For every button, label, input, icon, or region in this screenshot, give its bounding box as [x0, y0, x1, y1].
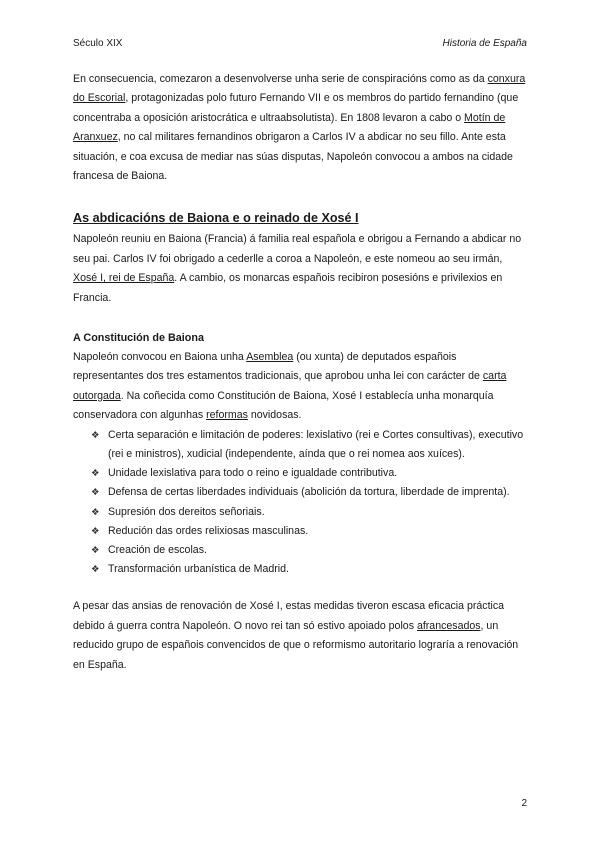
list-item: [91, 503, 529, 522]
reforms-list: [73, 426, 529, 580]
constitucion-paragraph: [73, 348, 529, 426]
constitucion-text-1: Napoleón convocou en Baiona unha: [73, 351, 247, 364]
intro-text-2: , protagonizadas polo futuro Fernando VII e os membros do partido fernandino (que concentraba a oposición aristocrática e ultraabsolutista). En 1808 levaron a cabo o: [73, 92, 519, 124]
diamond-bullet-icon: ❖: [91, 429, 100, 441]
diamond-bullet-icon: ❖: [91, 506, 100, 518]
list-item: [91, 541, 529, 560]
section-heading-constitucion: A Constitución de Baiona: [73, 332, 204, 345]
abdicacions-text-1: Napoleón reuniu en Baiona (Francia) á familia real española e obrigou a Fernando a abdicar no seu pai. Carlos IV foi obrigado a cederlle a coroa a Napoleón, e este nomeou ao seu irmán,: [73, 233, 522, 265]
link-motin-aranxuez[interactable]: Motín de Aranxuez: [73, 111, 506, 144]
diamond-bullet-icon: ❖: [91, 564, 100, 576]
intro-text-1: En consecuencia, comezaron a desenvolverse unha serie de conspiracións como as da: [73, 73, 488, 85]
list-item: [91, 464, 529, 483]
constitucion-text-2: (ou xunta) de deputados españois representantes dos tres estamentos tradicionais, que aprobou unha lei con carácter de: [73, 351, 483, 383]
link-asemblea[interactable]: Asemblea: [246, 351, 294, 364]
constitucion-text-3: . Na coñecida como Constitución de Baiona, Xosé I establecía unha monarquía conservadora con algunhas: [73, 389, 494, 422]
link-xose-i[interactable]: Xosé I, rei de España: [73, 272, 175, 285]
page-body: [73, 70, 529, 675]
list-item: [91, 426, 529, 464]
closing-paragraph: [73, 597, 529, 675]
abdicacions-paragraph: [73, 230, 529, 308]
constitucion-text-4: novidosas.: [247, 409, 302, 422]
section-heading-abdicacions: As abdicacións de Baiona e o reinado de Xosé I: [73, 211, 359, 226]
abdicacions-text-2: . A cambio, os monarcas españois recibiron posesións e privilexios en Francia.: [73, 272, 503, 304]
diamond-bullet-icon: ❖: [91, 487, 100, 499]
list-item-text: Creación de escolas.: [108, 543, 207, 556]
list-item-text: Certa separación e limitación de poderes: lexislativo (rei e Cortes consultivas), executivo (rei e ministros), xudicial (independente, aínda que o rei nomea aos xuíces).: [108, 428, 524, 460]
list-item-text: Transformación urbanística de Madrid.: [108, 563, 289, 576]
link-afrancesados[interactable]: afrancesados: [416, 619, 481, 632]
diamond-bullet-icon: ❖: [91, 544, 100, 556]
link-conxura-escorial[interactable]: conxura do Escorial: [73, 73, 526, 105]
list-item: [91, 522, 529, 541]
intro-text-3: , no cal militares fernandinos obrigaron a Carlos IV a abdicar no seu fillo. Ante esta situación, e coa excusa de mediar nas súas disputas, Napoleón convocou a ambos na cidade francesa de Baiona.: [73, 131, 513, 183]
list-item-text: Unidade lexislativa para todo o reino e igualdade contributiva.: [108, 467, 398, 480]
closing-text-2: , un reducido grupo de españois convencidos de que o reformismo autoritario lograría a renovación en España.: [73, 619, 519, 671]
diamond-bullet-icon: ❖: [91, 525, 100, 537]
link-reformas[interactable]: reformas: [206, 409, 248, 422]
list-item-text: Supresión dos dereitos señoriais.: [108, 505, 265, 518]
list-item: [91, 560, 529, 579]
list-item-text: Defensa de certas liberdades individuais (abolición da tortura, liberdade de imprenta).: [108, 486, 510, 499]
list-item-text: Redución das ordes relixiosas masculinas.: [108, 524, 309, 537]
header-section-label: Século XIX: [73, 38, 123, 49]
intro-paragraph: [73, 70, 529, 186]
diamond-bullet-icon: ❖: [91, 468, 100, 480]
list-item: [91, 483, 529, 502]
closing-text-1: A pesar das ansias de renovación de Xosé I, estas medidas tiveron escasa eficacia práctica debido á guerra contra Napoleón. O novo rei tan só estivo apoiado polos: [73, 600, 505, 632]
header-document-title: Historia de España: [442, 38, 527, 49]
page-header: [73, 38, 527, 52]
page-number: 2: [521, 798, 527, 809]
link-carta-outorgada[interactable]: carta outorgada: [73, 370, 507, 402]
